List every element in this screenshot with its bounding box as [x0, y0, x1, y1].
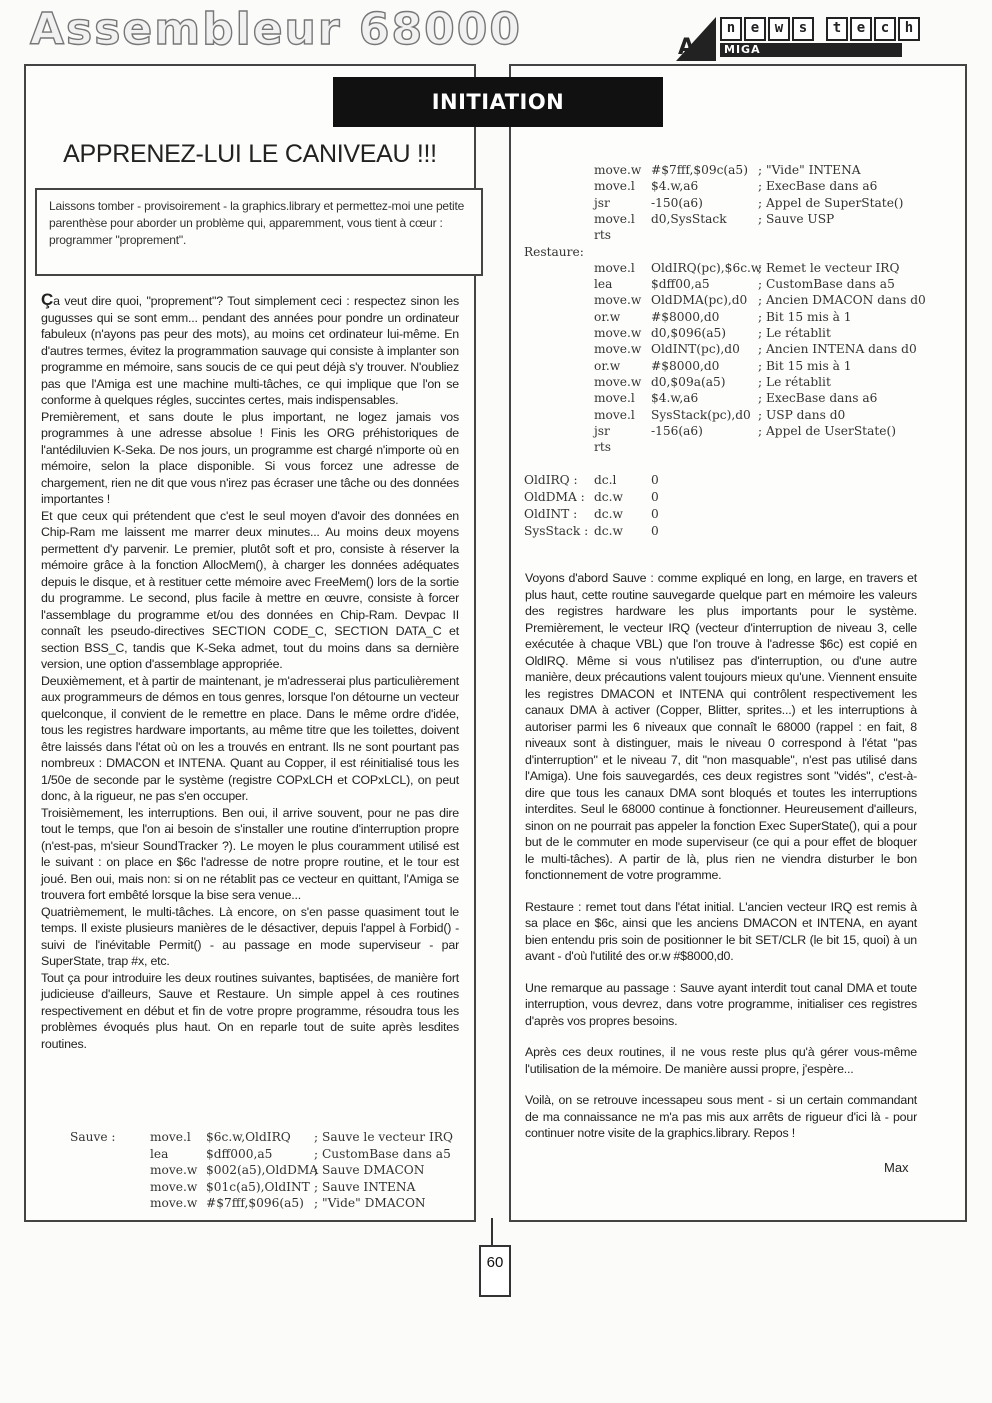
logo-letter: c	[874, 17, 896, 41]
code-op: dc.l	[594, 473, 617, 487]
code-op: move.l	[594, 260, 635, 275]
code-block-sauve	[70, 1130, 470, 1220]
logo-letter: w	[768, 17, 790, 41]
code-cmt: ; Sauve INTENA	[314, 1179, 416, 1194]
paragraph-text: a veut dire quoi, "proprement"? Tout simplement ceci : respectez sinon les gugusses qui se sont emm... pendant des années pour pondre un ordinateur fabuleux (n'ayons pas peur des mots), au moins cet ordinateur lui-même. En d'autres termes, évitez la programmation sauvage qui consiste à implanter son programme en mémoire, sans soucis de ce qui peut déjà s'y trouver. N'oubliez pas que l'Amiga est une machine multi-tâches, ce qui implique que l'on se conforme à quelques régles, succintes certes, mais indispensables.	[41, 294, 459, 407]
code-arg: $dff000,a5	[206, 1146, 273, 1161]
code-arg: -150(a6)	[651, 195, 703, 210]
paragraph: Troisièmement, les interruptions. Ben oui, il arrive souvent, pour ne pas dire tout le temps, que l'on ai besoin de s'installer une routine d'interruption propre (n'est-pas, m'sieur SoundTracker ?). Le moyen le plus couramment utilisé est le suivant : on place en $6c l'adresse de notre propre routine, et le tour est joué. Ben oui, mais non: si on ne rétablit pas ce vecteur en quittant, l'Amiga se trouvera fort embêté lorsque la bise sera venue...	[41, 805, 459, 902]
paragraph: Restaure : remet tout dans l'état initial. L'ancien vecteur IRQ est remis à sa place en $6c, ainsi que les anciens DMACON et INTENA, en ayant bien entendu pris soin de positionner le bit SET/CLR (le bit 15, quoi) à un avant - d'où l'utilité des or.w #$8000,d0.	[525, 899, 917, 963]
code-arg: $002(a5),OldDMA	[206, 1163, 319, 1177]
code-op: dc.w	[594, 507, 623, 521]
article-headline: APPRENEZ-LUI LE CANIVEAU !!!	[63, 140, 437, 168]
paragraph: Deuxièmement, et à partir de maintenant, je m'adresserai plus particulièrement aux programmeurs de démos en tous genres, lorsque l'on détourne un vecteur quelconque, il convient de le remettre en place. Dans le même ordre d'idée, tous les registres hardware importants, au même titre que les toilettes, doivent être laissés dans l'état où on les a trouvés en entrant. Ils ne sont pourtant pas nombreux : DMACON et INTENA. Quant au Copper, il est réinitialisé tous les 1/50e de seconde par le système (registre COPxLCH et COPxLCL), on peut donc, à la rigueur, ne pas s'en occuper.	[41, 673, 459, 803]
code-arg: #$8000,d0	[651, 358, 720, 373]
code-cmt: ; Sauve le vecteur IRQ	[314, 1130, 453, 1144]
code-cmt: ; USP dans d0	[758, 407, 846, 422]
code-arg: OldDMA(pc),d0	[651, 293, 748, 308]
code-label: SysStack :	[524, 524, 589, 538]
code-op: or.w	[594, 309, 621, 324]
code-cmt: ; "Vide" INTENA	[758, 163, 861, 177]
code-cmt: ; Le rétablit	[758, 326, 831, 340]
logo-bar-text: MIGA	[724, 43, 761, 56]
code-arg: d0,$096(a5)	[651, 326, 726, 340]
logo-letter: e	[850, 17, 872, 41]
code-arg: #$7fff,$096(a5)	[206, 1196, 304, 1210]
paragraph: Tout ça pour introduire les deux routines suivantes, baptisées, de manière fort judicieuse d'ailleurs, Sauve et Restaure. Un simple appel à ces routines respectivement en début et fin de votre propre programme, résoudra tous les problèmes évoqués plus haut. On en reparle tout de suite après lesdites routines.	[41, 970, 459, 1051]
code-arg: 0	[651, 524, 659, 538]
code-cmt: ; Remet le vecteur IRQ	[758, 260, 900, 275]
logo-gap	[816, 17, 824, 37]
code-arg: 0	[651, 490, 659, 504]
left-body	[41, 292, 459, 1052]
code-op: move.l	[594, 391, 635, 406]
code-arg: OldINT(pc),d0	[651, 342, 740, 357]
logo-letter: n	[720, 17, 742, 41]
code-op: move.l	[594, 179, 635, 194]
magazine-section-title: Assembleur 68000	[30, 4, 522, 55]
code-arg: #$7fff,$09c(a5)	[651, 163, 748, 177]
code-op: rts	[594, 440, 611, 455]
code-op: lea	[150, 1146, 169, 1161]
right-body	[525, 570, 917, 1142]
page-number: 60	[479, 1245, 511, 1297]
code-op: move.w	[150, 1179, 198, 1194]
code-cmt: ; Bit 15 mis à 1	[758, 358, 852, 373]
paragraph: Premièrement, et sans doute le plus important, ne logez jamais vos programmes à une adresse absolue ! Finis les ORG préhistoriques de l'antédiluvien K-Seka. De nos jours, un programme est chargé n'importe où en mémoire, selon la place disponible. Si vous forcez une adresse de chargement, rien ne dit que vous n'irez pas écraser une tâche ou des données importantes !	[41, 409, 459, 506]
code-op: jsr	[594, 423, 610, 438]
code-arg: $4.w,a6	[651, 391, 699, 406]
code-label: OldDMA :	[524, 490, 585, 504]
author-signature: Max	[884, 1160, 909, 1175]
code-op: move.l	[594, 211, 635, 226]
code-block-restaure	[524, 163, 960, 463]
code-cmt: ; Le rétablit	[758, 374, 831, 389]
code-op: rts	[594, 228, 611, 243]
code-cmt: ; Appel de UserState()	[758, 423, 896, 438]
code-cmt: ; Ancien DMACON dans d0	[758, 293, 926, 308]
logo-letter: e	[744, 17, 766, 41]
paragraph	[41, 292, 459, 409]
code-op: move.l	[150, 1130, 191, 1144]
code-op: move.l	[594, 407, 635, 422]
intro-box: Laissons tomber - provisoirement - la graphics.library et permettez-moi une petite parenthèse pour aborder un problème qui, apparemment, vous tient à cœur : programmer "proprement".	[35, 188, 483, 276]
code-cmt: ; ExecBase dans a6	[758, 179, 878, 194]
code-op: move.w	[594, 293, 642, 308]
code-op: move.w	[594, 163, 642, 177]
data-declarations	[524, 473, 724, 543]
code-arg: 0	[651, 473, 659, 487]
code-op: dc.w	[594, 524, 623, 538]
code-arg: $4.w,a6	[651, 179, 699, 194]
logo-letter: t	[826, 17, 848, 41]
code-cmt: ; CustomBase dans a5	[314, 1146, 451, 1161]
code-cmt: ; "Vide" DMACON	[314, 1196, 426, 1210]
divider-line	[491, 1218, 493, 1246]
paragraph: Voilà, on se retrouve incessapeu sous ment - si un certain commandant de ma connaissance ne m'a pas mis aux arrêts de rigueur d'ici là - pour continuer notre visite de la graphics.library. Repos !	[525, 1093, 917, 1140]
drop-cap: Ç	[41, 290, 54, 309]
code-arg: d0,SysStack	[651, 211, 727, 226]
paragraph: Une remarque au passage : Sauve ayant interdit tout canal DMA et toute interruption, vous devrez, dans votre programme, initialiser ces registres d'après vos propres besoins.	[525, 980, 917, 1028]
code-arg: 0	[651, 507, 659, 521]
code-op: dc.w	[594, 490, 623, 504]
logo-letter: s	[792, 17, 814, 41]
code-op: jsr	[594, 195, 610, 210]
logo-bar	[720, 43, 902, 57]
paragraph: Et que ceux qui prétendent que c'est le seul moyen d'avoir des données en Chip-Ram me laissent me marrer deux minutes... Au moins deux moyens permettent d'y parvenir. Le premier, plutôt soft et pro, consiste à réserver la mémoire grâce à la fonction AllocMem(), à charger les données adéquates depuis le disque, et à restituer cette mémoire avec FreeMem() lors de la sortie du programme. Le second, plus facile à mettre en œuvre, consiste à forcer l'assemblage du programme et/ou des données en Chip-Ram. Devpac II connaît les pseudo-directives SECTION CODE_C, SECTION DATA_C et section BSS_C, tandis que K-Seka admet, tout du moins dans sa dernière version, une option d'assemblage appropriée.	[41, 508, 459, 671]
code-arg: $01c(a5),OldINT	[206, 1179, 310, 1194]
code-cmt: ; Sauve USP	[758, 211, 835, 226]
section-banner: INITIATION	[333, 77, 663, 127]
code-cmt: ; Ancien INTENA dans d0	[758, 342, 917, 357]
code-op: or.w	[594, 358, 621, 373]
code-op: move.w	[150, 1163, 198, 1177]
code-label: Restaure:	[524, 244, 584, 259]
logo-letters	[720, 17, 922, 41]
code-op: move.w	[150, 1196, 198, 1210]
code-arg: $6c.w,OldIRQ	[206, 1130, 291, 1144]
code-cmt: ; Sauve DMACON	[314, 1163, 425, 1177]
code-cmt: ; Appel de SuperState()	[758, 195, 904, 210]
newstech-amiga-logo	[676, 17, 914, 61]
code-cmt: ; CustomBase dans a5	[758, 277, 895, 292]
logo-a-letter: A	[678, 35, 696, 60]
paragraph: Après ces deux routines, il ne vous reste plus qu'à gérer vous-même l'utilisation de la mémoire. De manière aussi propre, j'espère...	[525, 1045, 917, 1076]
logo-letter: h	[898, 17, 920, 41]
code-cmt: ; Bit 15 mis à 1	[758, 309, 852, 324]
code-arg: SysStack(pc),d0	[651, 407, 751, 422]
code-arg: OldIRQ(pc),$6c.w	[651, 260, 762, 275]
code-cmt: ; ExecBase dans a6	[758, 391, 878, 406]
code-arg: $dff00,a5	[651, 277, 710, 292]
code-op: move.w	[594, 374, 642, 389]
code-op: move.w	[594, 342, 642, 357]
code-label: Sauve :	[70, 1130, 116, 1144]
code-arg: #$8000,d0	[651, 309, 720, 324]
code-arg: d0,$09a(a5)	[651, 374, 726, 389]
code-label: OldINT :	[524, 507, 578, 521]
paragraph: Quatrièmement, le multi-tâches. Là encore, on s'en passe quasiment tout le temps. Il existe plusieurs manières de le désactiver, depuis l'appel à Forbid() - suivi de l'inévitable Permit() - au passage en mode superviseur - par SuperState, trap #x, etc.	[41, 904, 459, 968]
code-op: move.w	[594, 326, 642, 340]
code-label: OldIRQ :	[524, 473, 578, 487]
code-op: lea	[594, 277, 613, 292]
code-arg: -156(a6)	[651, 423, 703, 438]
paragraph: Voyons d'abord Sauve : comme expliqué en long, en large, en travers et plus haut, cette routine sauvegarde quelque part en mémoire les valeurs des registres hardware les plus importants pour le système. Premièrement, le vecteur IRQ (vecteur d'interruption de niveau 3, celle exécutée à chaque VBL) que l'on trouve à l'adresse $6c) est copié en OldIRQ. Même si vous n'utilisez pas d'interruption, ou d'une autre manière, deux précautions valent toujours mieux qu'une. Viennent ensuite les registres DMACON et INTENA qui contrôlent respectivement les canaux DMA à activer (Copper, Blitter, sprites...) et les interruptions à autoriser parmi les 6 niveaux que connaît le 68000 (rappel : en fait, 8 niveaux sont à distinguer, mais le niveau 0 correspond à l'état "pas d'interruption" et le niveau 7, dit "non masquable", n'est pas utilisé dans l'Amiga). Une fois sauvegardés, ces deux registres sont "vidés", c'est-à-dire que tous les canaux DMA sont bloqués et toutes les interruptions interdites. Seul le 68000 continue à fonctionner. Heureusement d'ailleurs, sinon on ne pourrait pas appeler la fonction Exec SuperState(), qui a pour but de le commuter en mode superviseur (ce qui a pour effet de bloquer le multi-tâches). A partir de là, plus rien ne viendra disturber le bon fonctionnement de votre programme.	[525, 571, 917, 882]
